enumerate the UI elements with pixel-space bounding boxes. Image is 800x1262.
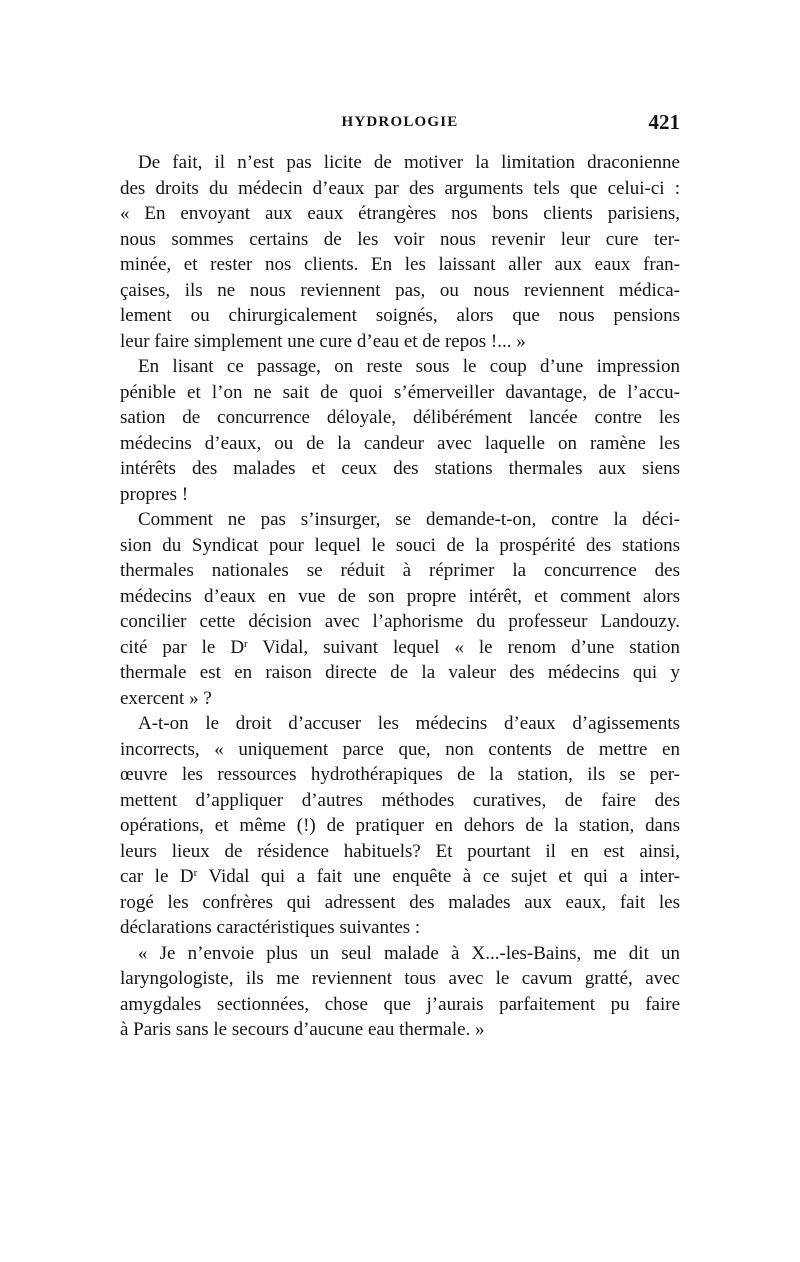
text-line: « Je n’envoie plus un seul malade à X...-les-Bains, me dit un [138,942,680,964]
text-line: A-t-on le droit d’accuser les médecins d’eaux d’agissements [138,713,680,734]
text-line: De fait, il n’est pas licite de motiver la limitation draconienne [138,152,680,173]
superscript: r [193,867,198,879]
text-line: « En envoyant aux eaux étrangères nos bons clients parisiens, [120,203,680,224]
line-start: car le D [120,866,194,887]
text-line: sation de concurrence déloyale, délibérément lancée contre les [120,407,680,428]
text-line: çaises, ils ne nous reviennent pas, ou nous reviennent médica- [120,279,680,301]
page-header [120,110,680,140]
running-title: HYDROLOGIE [341,114,459,130]
text-line: leur faire simplement une cure d’eau et de repos !... » [120,330,526,352]
text-line: médecins d’eaux en vue de son propre intérêt, et comment alors [120,585,680,607]
text-line: opérations, et même (!) de pratiquer en dehors de la station, dans [120,815,680,836]
text-line: laryngologiste, ils me reviennent tous avec le cavum gratté, avec [120,968,680,989]
text-line: œuvre les ressources hydrothérapiques de la station, ils se per- [120,764,680,785]
text-line: nous sommes certains de les voir nous revenir leur cure ter- [120,228,680,250]
text-line: thermale est en raison directe de la valeur des médecins qui y [120,662,680,683]
superscript: r [244,637,248,650]
text-line: à Paris sans le secours d’aucune eau thermale. » [120,1019,485,1040]
text-line: mettent d’appliquer d’autres méthodes curatives, de faire des [120,789,680,811]
text-line: déclarations caractéristiques suivantes : [120,917,421,938]
text-line: thermales nationales se réduit à réprimer la concurrence des [120,560,680,581]
text-line: amygdales sectionnées, chose que j’aurais parfaitement pu faire [120,993,680,1015]
text-line: incorrects, « uniquement parce que, non contents de mettre en [120,738,680,760]
text-line: sion du Syndicat pour lequel le souci de la prospérité des stations [120,534,680,556]
line-start: cité par le D [120,636,245,658]
text-line: En lisant ce passage, on reste sous le coup d’une impression [138,356,680,377]
text-line: leurs lieux de résidence habituels? Et pourtant il en est ainsi, [120,840,680,862]
page-number: 421 [648,110,680,134]
text-line: médecins d’eaux, ou de la candeur avec laquelle on ramène les [120,432,680,454]
text-line: minée, et rester nos clients. En les laissant aller aux eaux fran- [120,254,680,275]
text-line: exercent » ? [120,687,212,709]
text-line: concilier cette décision avec l’aphorisme du professeur Landouzy. [120,611,680,632]
text-line: propres ! [120,483,189,505]
text-line: rogé les confrères qui adressent des malades aux eaux, fait les [120,891,680,913]
text-line: des droits du médecin d’eaux par des arguments tels que celui-ci : [120,177,680,199]
text-line [120,635,680,661]
line-end: Vidal, suivant lequel « le renom d’une station [247,636,680,658]
text-line: lement ou chirurgicalement soignés, alors que nous pensions [120,305,680,326]
body-text [120,150,680,1043]
text-line [120,864,680,890]
line-end: Vidal qui a fait une enquête à ce sujet et qui a inter- [197,866,680,887]
text-line: pénible et l’on ne sait de quoi s’émerveiller davantage, de l’accu- [120,381,680,403]
text-line: intérêts des malades et ceux des stations thermales aux siens [120,458,680,479]
text-line: Comment ne pas s’insurger, se demande-t-on, contre la déci- [138,509,680,530]
